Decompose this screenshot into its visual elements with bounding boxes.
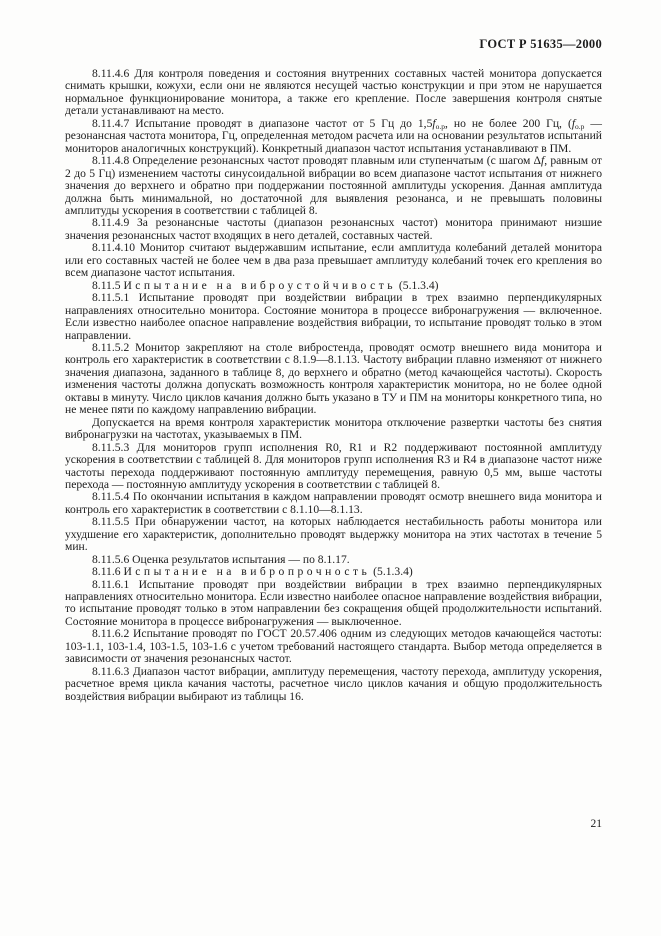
text-run: f: [541, 154, 545, 168]
text-run: — резонансная частота монитора, Гц, определенная методом расчета или на основании результатов испытаний мониторов аналогичных конструкций). Конкретный диапазон частот испытания устанавливают в ПМ.: [65, 116, 602, 155]
text-run: 8.11.4.7 Испытание проводят в диапазоне частот от 5 Гц до 1,5: [92, 116, 433, 130]
text-run: Испытание на вибропрочность: [123, 565, 371, 579]
text-run: , но не более 200 Гц, (: [444, 116, 572, 130]
text-run: f: [432, 116, 436, 130]
text-run: 8.11.4.10 Монитор считают выдержавшим испытание, если амплитуда колебаний деталей монитора или его составных частей не более чем в два раза превышает амплитуду колебаний точек его крепления во всем диапазоне частот испытания.: [65, 241, 602, 280]
text-run: Допускается на время контроля характеристик монитора отключение развертки частоты без снятия вибронагрузки на частотах, указываемых в ПМ.: [65, 415, 602, 442]
document-paragraph: [65, 217, 602, 242]
text-run: 8.11.6.2 Испытание проводят по ГОСТ 20.57.406 одним из следующих методов качающейся частоты: 103-1.1, 103-1.4, 103-1.5, 103-1.6 с учетом требований настоящего стандарта. Выбор метода определяется в зависимости от значения резонансных частот.: [65, 627, 602, 666]
text-run: (5.1.3.4): [370, 565, 413, 579]
text-run: 8.11.6: [92, 565, 124, 579]
text-run: 8.11.6.3 Диапазон частот вибрации, амплитуду перемещения, частоту перехода, амплитуду ускорения, расчетное время цикла качания частоты, расчетное число циклов качания и общую продолжительность воздействия вибрации выбирают из таблицы 16.: [65, 664, 602, 703]
text-run: 8.11.5.3 Для мониторов групп исполнения R0, R1 и R2 поддерживают постоянной амплитуду ускорения в соответствии с таблицей 8. Для мониторов групп исполнения R3 и R4 в диапазоне частот ниже частоты перехода поддерживают постоянную амплитуду перемещения, равную 0,5 мм, выше частоты перехода — постоянную амплитуду ускорения в соответствии с таблицей 8.: [65, 440, 602, 491]
document-paragraph: [65, 666, 602, 703]
text-run: о.р: [575, 121, 585, 131]
text-run: , равным от 2 до 5 Гц) изменением частоты синусоидальной вибрации во всем диапазоне частот испытания от нижнего значения до верхнего и обратно при поддержании постоянной амплитуды ускорения. Данная амплитуда должна быть минимальной, но достаточной для выявления резонанса, и не превышать половины амплитуды ускорения в соответствии с таблицей 8.: [65, 154, 602, 217]
text-run: Испытание на виброустойчивость: [123, 278, 397, 292]
text-run: 8.11.5.5 При обнаружении частот, на которых наблюдается нестабильность работы монитора или ухудшение его характеристик, дополнительно проводят выдержку монитора на этих частотах в течение 5 мин.: [65, 515, 602, 554]
text-run: 8.11.5.2 Монитор закрепляют на столе вибростенда, проводят осмотр внешнего вида монитора и контроль его характеристик в соответствии с 8.1.9—8.1.13. Частоту вибрации плавно изменяют от нижнего значения диапазона, заданного в таблице 8, до верхнего и обратно (метод качающейся частоты). Скорость изменения частоты должна допускать возможность контроля характеристик монитора, но не более одной октавы в минуту. Число циклов качания должно быть указано в ТУ и ПМ на мониторы конкретного типа, но не менее пяти по каждому направлению вибрации.: [65, 340, 602, 417]
text-run: 8.11.4.6 Для контроля поведения и состояния внутренних составных частей монитора допускается снимать крышки, кожухи, если они не являются несущей частью конструкции и при этом не нарушается нормальное функционирование монитора, а также его крепление. После завершения контроля снятые детали устанавливают на место.: [65, 67, 602, 118]
text-run: 8.11.5.6 Оценка результатов испытания — по 8.1.17.: [92, 552, 350, 566]
text-run: 8.11.5.4 По окончании испытания в каждом направлении проводят осмотр внешнего вида монитора и контроль его характеристик в соответствии с 8.1.10—8.1.13.: [65, 490, 602, 516]
document-paragraph: [65, 68, 602, 118]
document-paragraph: [65, 118, 602, 155]
document-paragraph: [65, 442, 602, 492]
document-paragraph: [65, 491, 602, 516]
text-run: 8.11.4.9 За резонансные частоты (диапазон резонансных частот) монитора принимают низшие значения резонансных частот входящих в него деталей, составных частей.: [65, 216, 602, 242]
document-paragraph: [65, 417, 602, 442]
document-paragraph: [65, 242, 602, 279]
document-paragraph: [65, 292, 602, 342]
text-run: 8.11.5: [92, 278, 124, 292]
text-run: (5.1.3.4): [396, 278, 439, 292]
text-run: f: [571, 116, 576, 130]
document-body: [65, 68, 602, 703]
document-paragraph: [65, 342, 602, 417]
text-run: о.р: [435, 121, 445, 131]
text-run: 8.11.4.8 Определение резонансных частот проводят плавным или ступенчатым (с шагом Δ: [92, 154, 542, 168]
running-header: ГОСТ Р 51635—2000: [479, 37, 602, 51]
document-paragraph: [65, 628, 602, 665]
document-paragraph: [65, 516, 602, 553]
text-run: 8.11.5.1 Испытание проводят при воздействии вибрации в трех взаимно перпендикулярных направлениях относительно монитора. Состояние монитора в процессе вибронагружения — включенное. Если известно наиболее опасное направление воздействия вибрации, то испытание проводят только в этом направлении.: [65, 291, 602, 342]
document-paragraph: [65, 579, 602, 629]
text-run: 8.11.6.1 Испытание проводят при воздействии вибрации в трех взаимно перпендикулярных направлениях относительно монитора. Если известно наиболее опасное направление воздействия вибрации, то испытание проводят только в этом направлении без сокращения общей продолжительности испытаний. Состояние монитора в процессе вибронагружения — выключенное.: [65, 577, 602, 628]
page-number: 21: [590, 818, 602, 830]
document-paragraph: [65, 155, 602, 217]
